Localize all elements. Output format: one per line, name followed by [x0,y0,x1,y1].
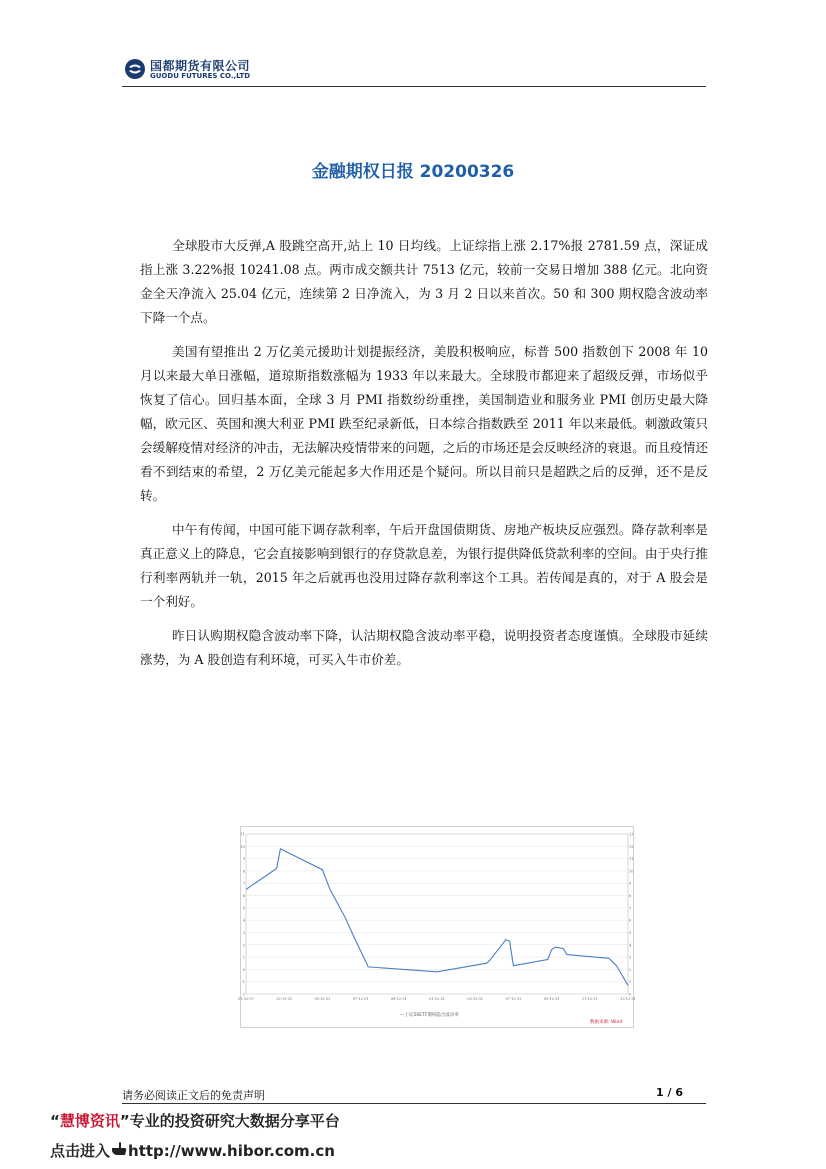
x-tick-label: 01-02-07 [238,997,254,1001]
y-tick-label-left: 4 [242,918,245,923]
report-header [122,54,706,87]
y-tick-label-left: 10 [240,844,245,849]
y-tick-label-left: 9 [242,857,245,862]
x-tick-label: 02-12-31 [276,997,293,1001]
y-tick-label-left: 0 [242,967,245,972]
page-number: 1 / 6 [656,1086,683,1099]
y-tick-label-right: 1 [629,980,632,985]
x-tick-label: 05-12-31 [314,997,331,1001]
y-tick-label-right: 9 [629,881,632,886]
promo-brand: 慧博资讯 [59,1112,120,1130]
y-tick-label-left: 8 [242,869,245,874]
company-name-cn: 国都期货有限公司 [150,59,251,73]
y-tick-label-left: 5 [242,906,245,911]
y-tick-label-right: 5 [629,930,632,935]
y-tick-label-right: 2 [629,967,632,972]
plot-area [246,834,628,994]
paragraph-market-summary: 全球股市大反弹,A 股跳空高开,站上 10 日均线。上证综指上涨 2.17%报 2781.59 点，深证成指上涨 3.22%报 10241.08 点。两市成交额共计 7513 亿元，较前一交易日增加 388 亿元。北向资金全天净流入 25.04 亿元，连续第 2 日净流入，为 3 月 2 日以来首次。50 和 300 期权隐含波动率下降一个点。 [140,238,708,325]
y-tick-label-left: 2 [242,943,245,948]
x-tick-label: 08-12-31 [390,997,407,1001]
y-tick-label-right: 3 [629,955,632,960]
promo-tagline: 专业的投资研究大数据分享平台 [129,1112,340,1130]
report-title: 金融期权日报 20200326 [311,162,515,182]
y-tick-label-left: 11 [240,832,245,837]
company-name-en: GUODU FUTURES CO.,LTD [150,72,251,80]
pointing-hand-icon [110,1140,128,1156]
y-tick-label-right: 11 [629,857,634,862]
y-tick-label-right: 0 [629,992,632,997]
x-tick-label: 07-12-31 [505,997,522,1001]
paragraph-global-markets: 美国有望推出 2 万亿美元援助计划提振经济，美股积极响应，标普 500 指数创下 2008 年 10 月以来最大单日涨幅，道琼斯指数涨幅为 1933 年以来最大。全球股市都迎来了超级反弹，市场似乎恢复了信心。回归基本面，全球 3 月 PMI 指数纷纷重挫，美国制造业和服务业 PMI 创历史最大降幅，欧元区、英国和澳大利亚 PMI 跌至纪录新低，日本综合指数跌至 2011 年以来最低。刺激政策只会缓解疫情对经济的冲击，无法解决疫情带来的问题，之后的市场还是会反映经济的衰退。而且疫情还看不到结束的希望，2 万亿美元能起多大作用还是个疑问。所以目前只是超跌之后的反弹，还不是反转。 [140,344,709,503]
quote-open: “ [50,1112,60,1130]
paragraph-strategy: 昨日认购期权隐含波动率下降，认沽期权隐含波动率平稳，说明投资者态度谨慎。全球股市延续涨势，为 A 股创造有利环境，可买入牛市价差。 [140,628,708,667]
x-tick-label: 11-12-31 [581,997,598,1001]
y-tick-label-left: 1 [242,955,245,960]
y-tick-label-right: 6 [629,918,632,923]
footer-divider [122,1103,706,1104]
chart-source: 数据来源: Wind [590,1020,623,1025]
y-tick-label-left: 6 [242,894,245,899]
chart-legend: —上证50ETF期权隐含波动率 [400,1013,459,1018]
promo-url: http://www.hibor.com.cn [128,1142,335,1160]
disclaimer-note: 请务必阅读正文后的免责声明 [122,1089,265,1102]
y-tick-label-right: 8 [629,894,632,899]
y-tick-label-right: 10 [629,869,634,874]
promo-link[interactable] [50,1140,335,1161]
x-tick-label: 03-12-31 [467,997,484,1001]
y-tick-label-left: -1 [241,980,245,985]
y-tick-label-right: 12 [629,844,634,849]
y-tick-label-right: 4 [629,943,632,948]
company-logo-icon [124,58,146,80]
x-tick-label: 09-12-31 [543,997,560,1001]
y-tick-label-left: 3 [242,930,245,935]
y-tick-label-left: -2 [241,992,245,997]
report-body [140,234,708,682]
x-tick-label: 13-12-31 [620,997,636,1001]
x-tick-label: 01-12-31 [429,997,445,1001]
y-tick-label-right: 7 [629,906,632,911]
x-tick-label: 07-12-31 [352,997,369,1001]
quote-close: ” [119,1112,130,1130]
y-tick-label-right: 13 [629,832,634,837]
y-tick-label-left: 7 [242,881,245,886]
iv-line-chart [240,826,634,1028]
paragraph-rate-rumor: 中午有传闻，中国可能下调存款利率，午后开盘国债期货、房地产板块反应强烈。降存款利率是真正意义上的降息，它会直接影响到银行的存贷款息差，为银行提供降低贷款利率的空间。由于央行推行利率两轨并一轨，2015 年之后就再也没用过降存款利率这个工具。若传闻是真的，对于 A 股会是一个利好。 [140,522,708,609]
promo-banner[interactable] [50,1110,340,1131]
promo-prefix: 点击进入 [50,1142,111,1160]
